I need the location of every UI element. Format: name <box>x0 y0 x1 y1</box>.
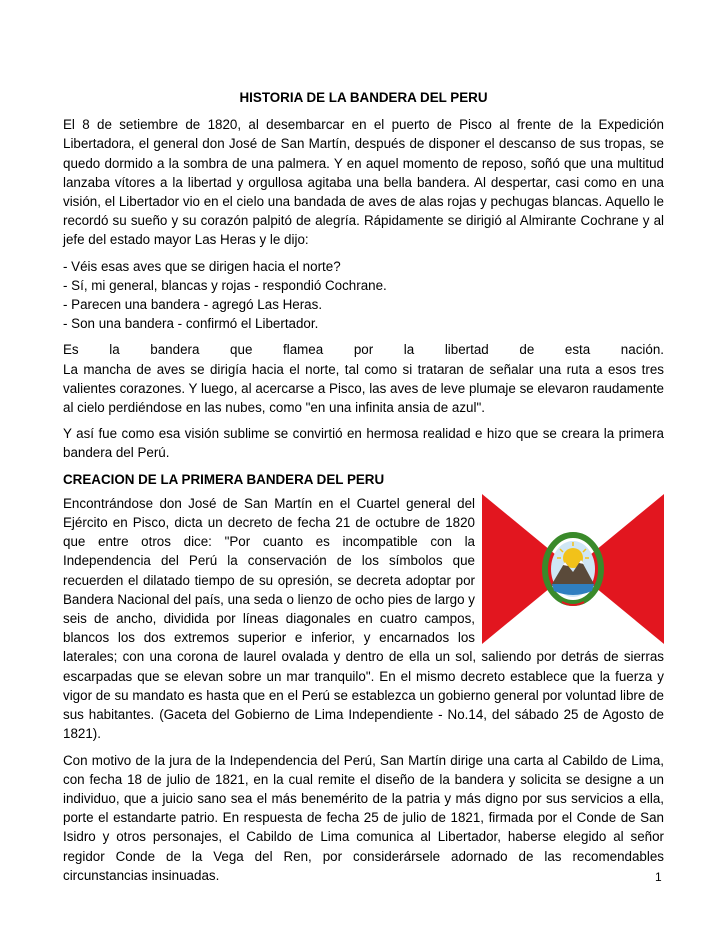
paragraph-birds: La mancha de aves se dirigía hacia el norte, tal como si trataran de señalar una ruta a esos tres valientes corazones. Y luego, al acercarse a Pisco, las aves de leve plumaje se elevaron raudamente al cielo perdiéndose en las nubes, como "en una infinita ansia de azul". <box>63 361 664 416</box>
paragraph-cabildo: Con motivo de la jura de la Independencia del Perú, San Martín dirige una carta al Cabildo de Lima, con fecha 18 de julio de 1821, en la cual remite el diseño de la bandera y solicita se designe a un individuo, que a juicio sano sea el más benemérito de la patria y más digno por sus servicios a ella, porte el estandarte patrio. En respuesta de fecha 25 de julio de 1821, firmada por el Conde de San Isidro y otros personajes, el Cabildo de Lima comunica al Libertador, haberse elegido al señor regidor Conde de la Vega del Ren, por considerársele adornado de las recomendables circunstancias insinuadas. <box>63 752 664 883</box>
page-number: 1 <box>655 870 662 884</box>
first-peru-flag-image <box>482 494 664 644</box>
section-heading: CREACION DE LA PRIMERA BANDERA DEL PERU <box>63 471 385 487</box>
document-page <box>63 88 664 892</box>
laurel-crown-emblem <box>545 535 601 605</box>
dialog-line: - Son una bandera - confirmó el Libertador. <box>63 316 319 332</box>
paragraph-decree: Encontrándose don José de San Martín en el Cuartel general del Ejército en Pisco, dicta un decreto de fecha 21 de octubre de 1820 que entre otros dice: "Por cuanto es incompatible con la Independencia del Perú la conservación de los símbolos que recuerden el dilatado tiempo de su opresión, se decreta adoptar por Bandera Nacional del país, una seda o lienzo de ocho pies de largo y seis de ancho, dividida por líneas diagonales en cuatro campos, blancos los dos extremos superior e inferior, y encarnados los laterales; con una corona de laurel ovalada y dentro de ella un sol, saliendo por detrás de sierras escarpadas que se elevan sobre un mar tranquilo". En el mismo decreto establece que la fuerza y vigor de su mandato es hasta que en el Perú se establezca un gobierno general por voluntad libre de sus habitantes. (Gaceta del Gobierno de Lima Independiente - No.14, del sábado 25 de Agosto de 1821). <box>63 495 664 742</box>
dialog-line: - Sí, mi general, blancas y rojas - respondió Cochrane. <box>63 277 387 293</box>
dialog-line: - Parecen una bandera - agregó Las Heras. <box>63 297 323 313</box>
document-title: HISTORIA DE LA BANDERA DEL PERU <box>239 90 488 105</box>
paragraph-intro: El 8 de setiembre de 1820, al desembarcar en el puerto de Pisco al frente de la Expedición Libertadora, el general don José de San Martín, después de disponer el descanso de sus tropas, se quedo dormido a la sombra de una palmera. Y en aquel momento de reposo, soñó que una multitud lanzaba vítores a la libertad y orgullosa agitaba una bella bandera. Al despertar, casi como en una visión, el Libertador vio en el cielo una bandada de aves de alas rojas y pechugas blancas. Aquello le recordó su sueño y su corazón palpitó de alegría. Rápidamente se dirigió al Almirante Cochrane y al jefe del estado mayor Las Heras y le dijo: <box>63 117 664 248</box>
paragraph-nation-line: Es la bandera que flamea por la libertad de esta nación. <box>63 342 664 358</box>
flag-svg <box>482 494 664 644</box>
dialog-line: - Véis esas aves que se dirigen hacia el norte? <box>63 258 341 274</box>
dialog-block <box>63 257 664 334</box>
paragraph-vision: Y así fue como esa visión sublime se convirtió en hermosa realidad e hizo que se creara la primera bandera del Perú. <box>63 426 664 461</box>
